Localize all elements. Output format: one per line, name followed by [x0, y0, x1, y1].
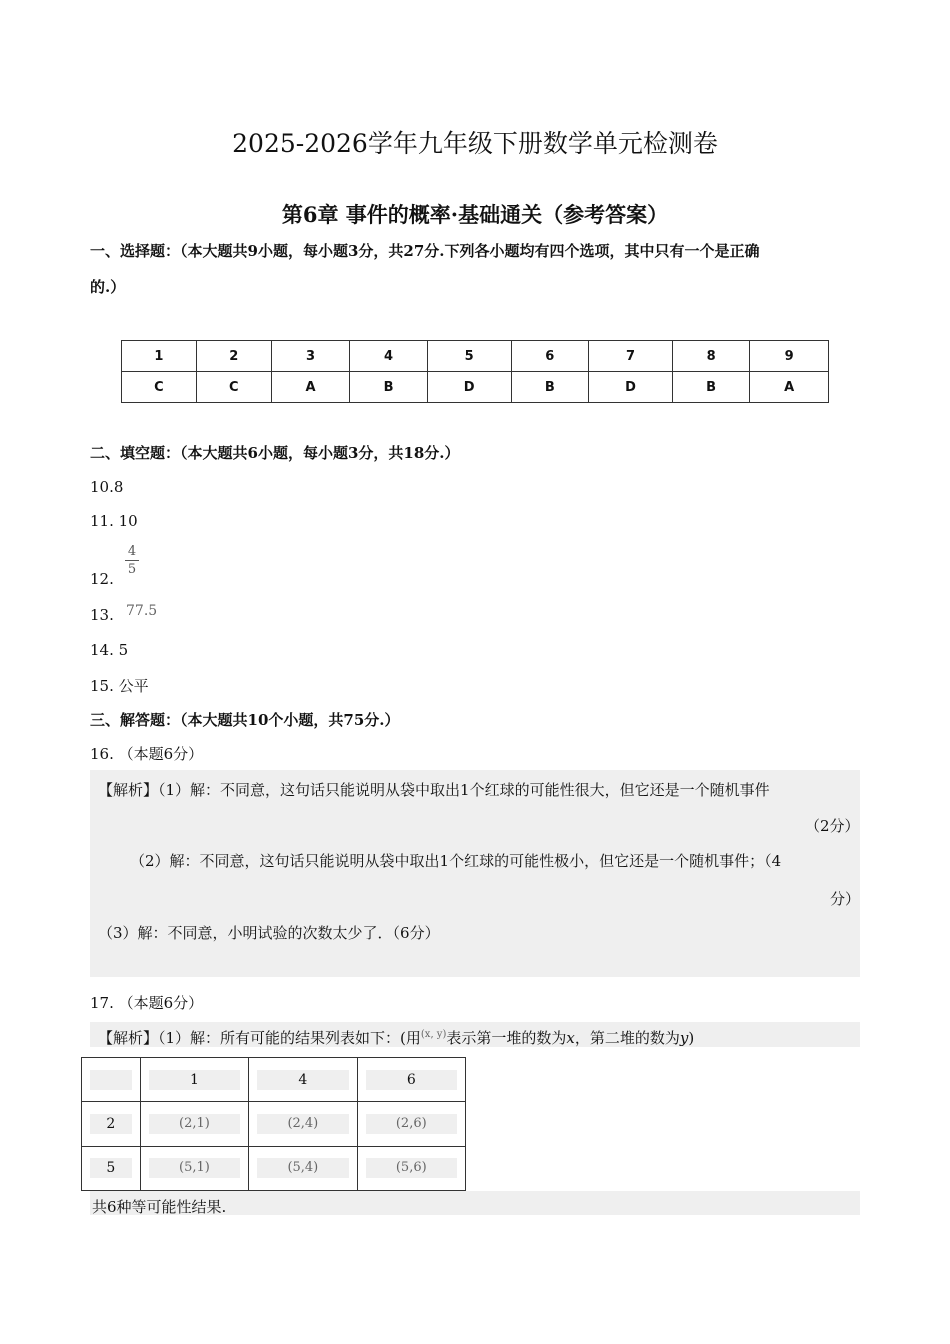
row-label: 5: [90, 1158, 132, 1178]
answer-q13-value: 77.5: [126, 603, 158, 619]
choice-answer-table: [121, 340, 829, 403]
question-number: 2: [196, 341, 271, 372]
answer-q12-label: 12.: [90, 570, 114, 588]
question-number: 7: [589, 341, 673, 372]
header-cell: 4: [257, 1070, 348, 1090]
question-number: 5: [427, 341, 511, 372]
section2-heading: 二、填空题：（本大题共6小题，每小题3分，共18分.）: [90, 444, 460, 462]
answer-cell: D: [427, 372, 511, 403]
answer-cell: B: [350, 372, 428, 403]
outcome-cell: (5,1): [149, 1158, 240, 1178]
var-x: x: [566, 1029, 575, 1047]
q16-title: 16. （本题6分）: [90, 745, 204, 763]
answer-q13-label: 13.: [90, 606, 114, 624]
question-number: 6: [511, 341, 589, 372]
question-number: 3: [271, 341, 350, 372]
q16-solution-line2: （2）解：不同意，这句话只能说明从袋中取出1个红球的可能性极小，但它还是一个随机事件；（4: [130, 852, 782, 870]
fraction-denominator: 5: [127, 562, 137, 577]
question-number-row: [122, 341, 829, 372]
answer-cell: D: [589, 372, 673, 403]
question-number: 4: [350, 341, 428, 372]
answer-q14: 14. 5: [90, 641, 129, 659]
page-subtitle: 第6章 事件的概率·基础通关（参考答案）: [281, 202, 669, 227]
q17-title: 17. （本题6分）: [90, 994, 204, 1012]
q17-intro: [98, 1027, 694, 1048]
row-label: 2: [90, 1114, 132, 1134]
answer-cell: A: [750, 372, 829, 403]
q17-intro-text-a: 【解析】（1）解：所有可能的结果列表如下：(用: [98, 1029, 421, 1047]
answer-cell: C: [122, 372, 197, 403]
q17-intro-text-d: ): [688, 1029, 695, 1047]
q16-solution-line1: 【解析】（1）解：不同意，这句话只能说明从袋中取出1个红球的可能性很大，但它还是一个随机事件: [98, 781, 770, 799]
answer-row: [122, 372, 829, 403]
outcome-table-header: [82, 1058, 466, 1102]
outcome-table: [81, 1057, 466, 1191]
q16-solution-box: [90, 770, 860, 977]
q16-solution-line3: （3）解：不同意，小明试验的次数太少了．（6分）: [98, 924, 440, 942]
answer-q10: 10.8: [90, 478, 124, 496]
question-number: 1: [122, 341, 197, 372]
q16-score2: 分）: [830, 890, 861, 908]
answer-q15: 15. 公平: [90, 677, 149, 695]
answer-cell: C: [196, 372, 271, 403]
section3-heading: 三、解答题：（本大题共10个小题，共75分.）: [90, 711, 400, 729]
section1-heading: 一、选择题：（本大题共9小题，每小题3分，共27分.下列各小题均有四个选项，其中只有一个是正确: [90, 242, 760, 260]
answer-q12-fraction: [125, 543, 139, 578]
q17-intro-text-b: 表示第一堆的数为: [446, 1029, 567, 1047]
table-row: [82, 1102, 466, 1146]
table-row: [82, 1146, 466, 1190]
question-number: 9: [750, 341, 829, 372]
section1-heading-cont: 的.）: [90, 278, 126, 296]
answer-cell: B: [511, 372, 589, 403]
header-corner: [90, 1070, 132, 1090]
question-number: 8: [672, 341, 750, 372]
q17-conclusion: 共6种等可能性结果.: [92, 1198, 227, 1216]
answer-cell: B: [672, 372, 750, 403]
fraction-numerator: 4: [125, 543, 139, 561]
outcome-cell: (5,4): [257, 1158, 348, 1178]
outcome-cell: (2,6): [366, 1114, 457, 1134]
outcome-cell: (2,1): [149, 1114, 240, 1134]
page-title: 2025-2026学年九年级下册数学单元检测卷: [232, 129, 718, 158]
var-y: y: [679, 1029, 689, 1047]
header-cell: 6: [366, 1070, 457, 1090]
q16-score1: （2分）: [805, 817, 860, 835]
answer-q11: 11. 10: [90, 512, 138, 530]
header-cell: 1: [149, 1070, 240, 1090]
q17-intro-text-c: ，第二堆的数为: [574, 1029, 680, 1047]
answer-cell: A: [271, 372, 350, 403]
outcome-cell: (2,4): [257, 1114, 348, 1134]
outcome-cell: (5,6): [366, 1158, 457, 1178]
xy-notation: (x, y): [420, 1029, 447, 1040]
